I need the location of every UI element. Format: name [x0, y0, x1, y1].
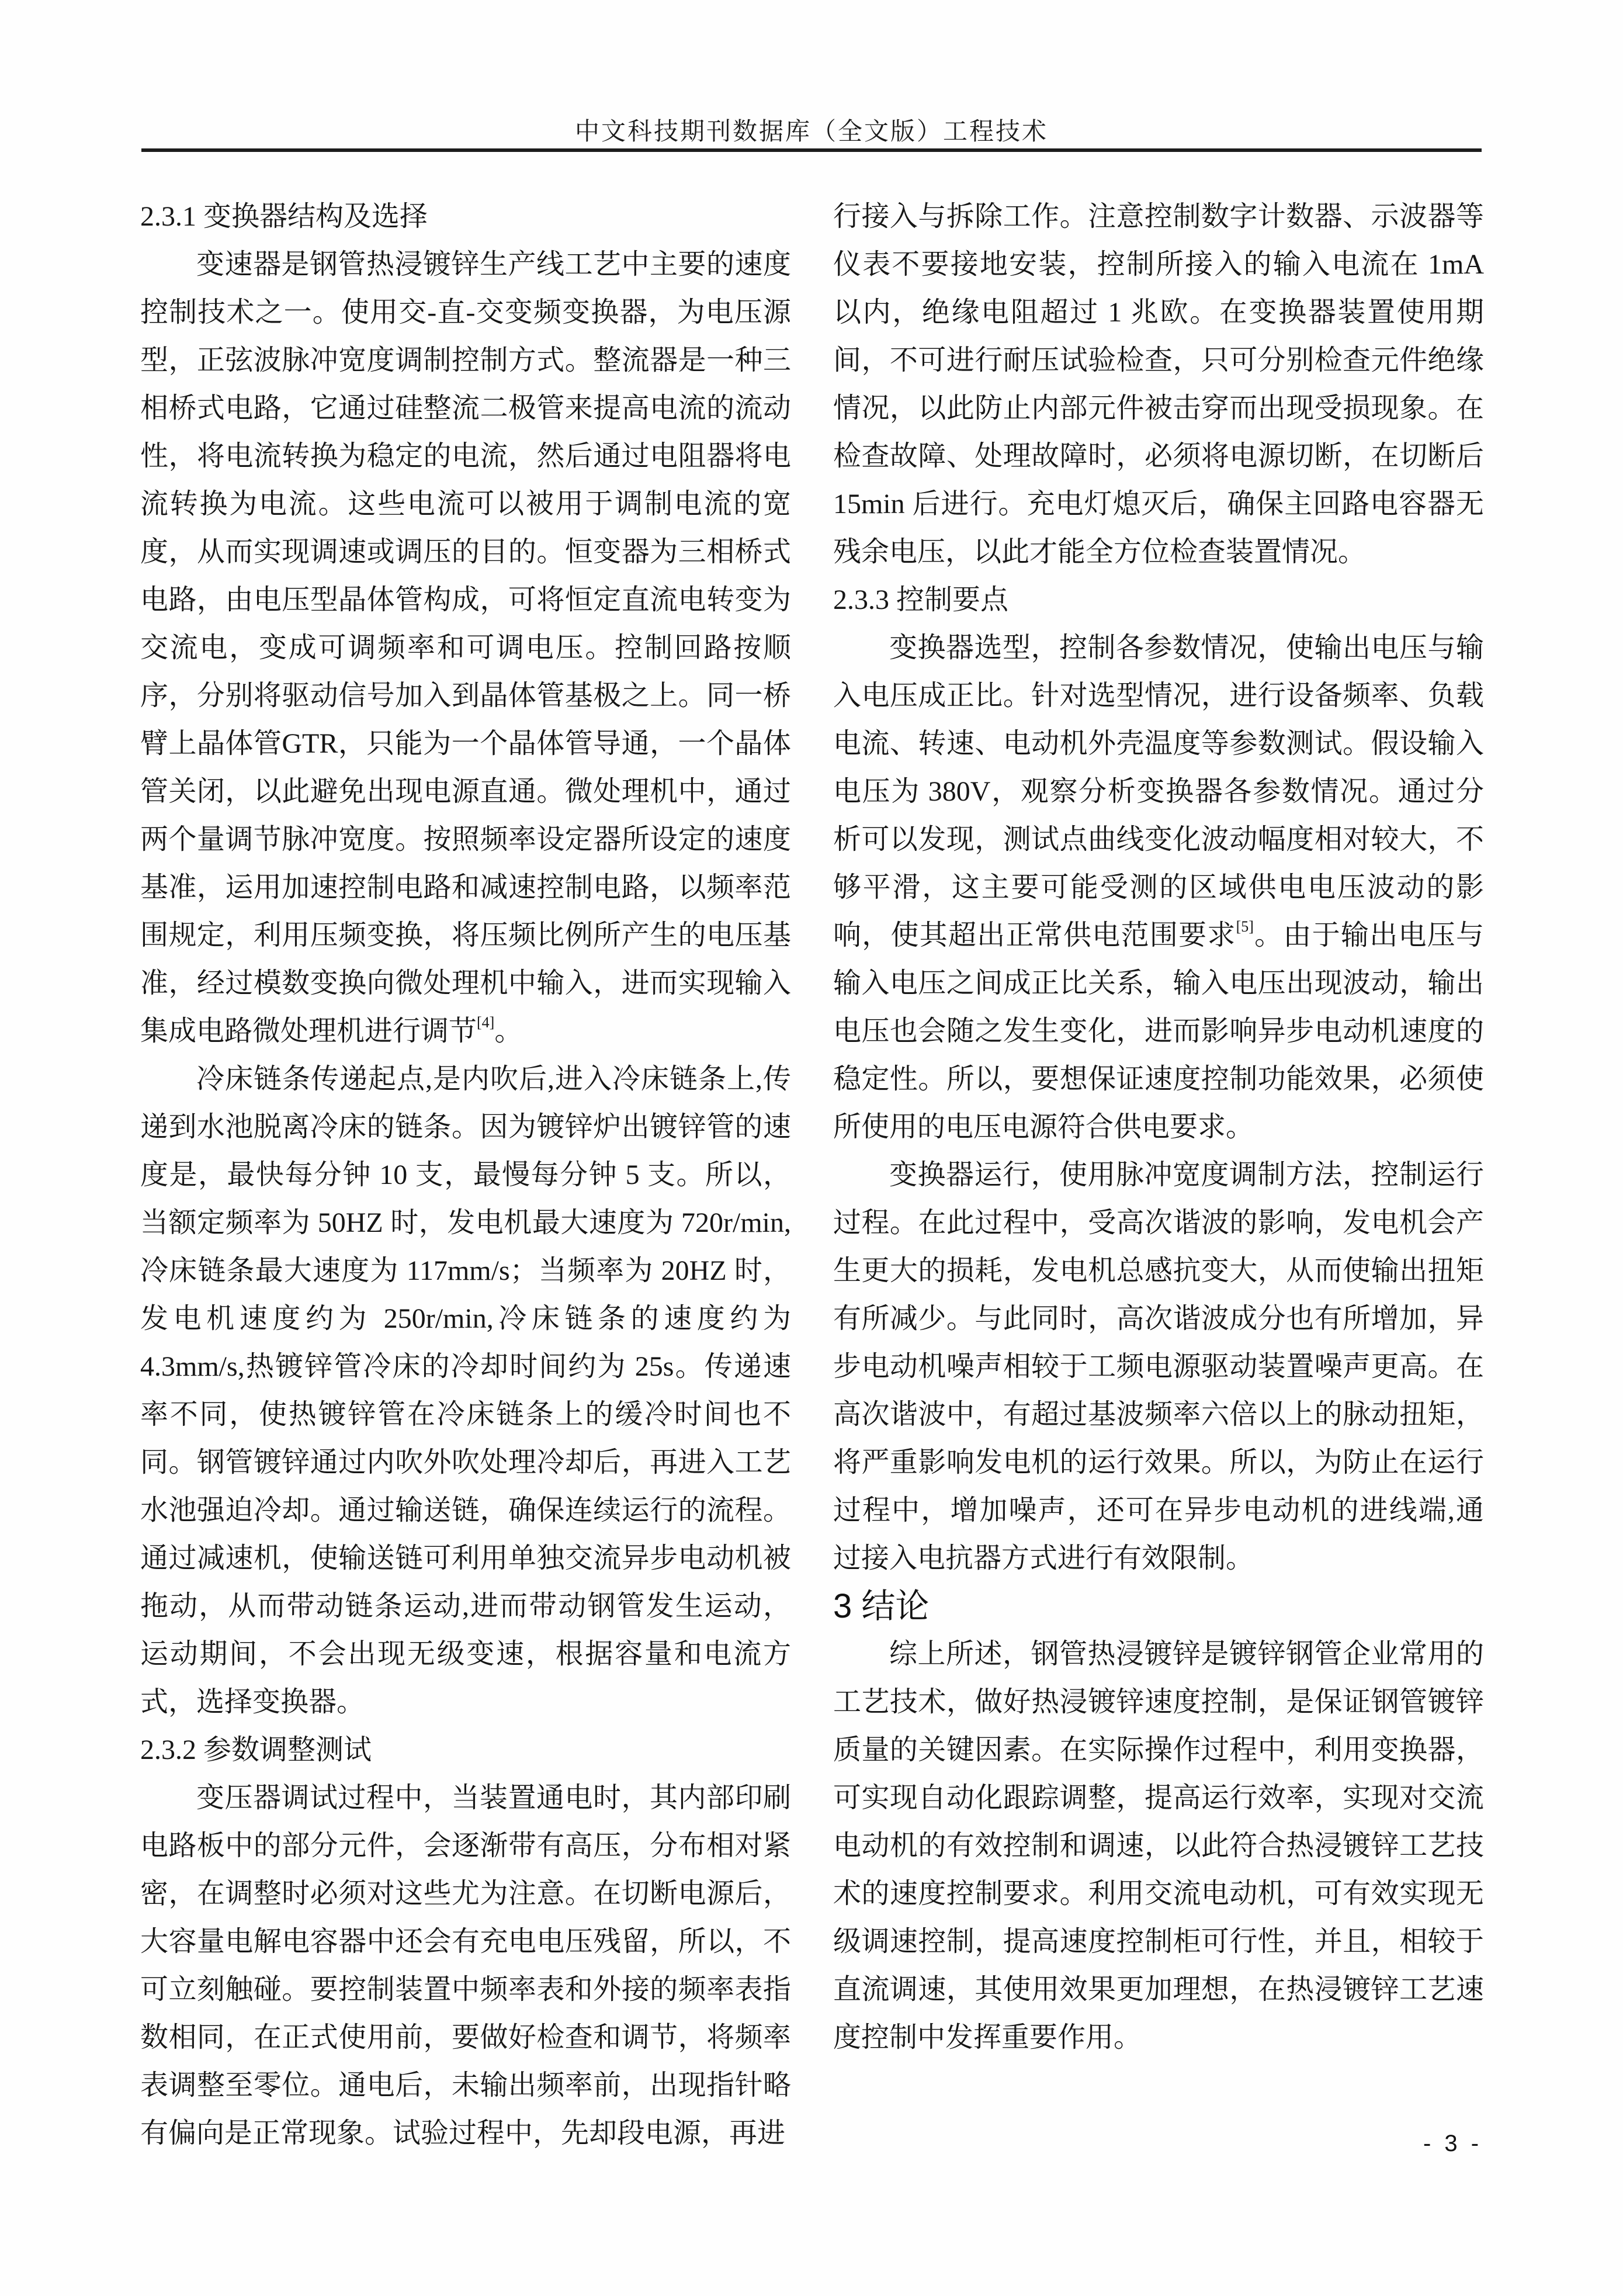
subsection-heading: 2.3.1 变换器结构及选择 [140, 201, 428, 232]
body-paragraph: 冷床链条传递起点,是内吹后,进入冷床链条上,传递到水池脱离冷床的链条。因为镀锌炉出镀锌管的速度是，最快每分钟 10 支，最慢每分钟 5 支。所以，当额定频率为 50HZ 时，发电机最大速度为 720r/min,冷床链条最大速度为 117mm/s；当频率为 20HZ 时，发电机速度约为 250r/min,冷床链条的速度约为 4.3mm/s,热镀锌管冷床的冷却时间约为 25s。传递速率不同，使热镀锌管在冷床链条上的缓冷时间也不同。钢管镀锌通过内吹外吹处理冷却后，再进入工艺水池强迫冷却。通过输送链，确保连续运行的流程。通过减速机，使输送链可利用单独交流异步电动机被拖动，从而带动链条运动,进而带动钢管发生运动，运动期间，不会出现无级变速，根据容量和电流方式，选择变换器。 [140, 1064, 791, 1717]
body-paragraph: 变速器是钢管热浸镀锌生产线工艺中主要的速度控制技术之一。使用交-直-交变频变换器，为电压源型，正弦波脉冲宽度调制控制方式。整流器是一种三相桥式电路，它通过硅整流二极管来提高电流的流动性，将电流转换为稳定的电流，然后通过电阻器将电流转换为电流。这些电流可以被用于调制电流的宽度，从而实现调速或调压的目的。恒变器为三相桥式电路，由电压型晶体管构成，可将恒定直流电转变为交流电，变成可调频率和可调电压。控制回路按顺序，分别将驱动信号加入到晶体管基极之上。同一桥臂上晶体管GTR，只能为一个晶体管导通，一个晶体管关闭，以此避免出现电源直通。微处理机中，通过两个量调节脉冲宽度。按照频率设定器所设定的速度基准，运用加速控制电路和减速控制电路，以频率范围规定，利用压频变换，将压频比例所产生的电压基准，经过模数变换向微处理机中输入，进而实现输入集成电路微处理机进行调节[4]。 [140, 249, 791, 1047]
citation-marker: [5] [1236, 918, 1254, 935]
body-paragraph: 变换器运行，使用脉冲宽度调制方法，控制运行过程。在此过程中，受高次谐波的影响，发电机会产生更大的损耗，发电机总感抗变大，从而使输出扭矩有所减少。与此同时，高次谐波成分也有所增加，异步电动机噪声相较于工频电源驱动装置噪声更高。在高次谐波中，有超过基波频率六倍以上的脉动扭矩，将严重影响发电机的运行效果。所以，为防止在运行过程中，增加噪声，还可在异步电动机的进线端,通过接入电抗器方式进行有效限制。 [833, 1159, 1484, 1574]
article-body [140, 193, 1484, 2158]
body-paragraph: 变压器调试过程中，当装置通电时，其内部印刷电路板中的部分元件，会逐渐带有高压，分布相对紧密，在调整时必须对这些尤为注意。在切断电源后，大容量电解电容器中还会有充电电压残留，所以，不可立刻触碰。要控制装置中频率表和外接的频率表指数相同，在正式使用前，要做好检查和调节，将频率表调整至零位。通电后，未输出频率前，出现指针略有偏向是正常现象。试验过程中，先却段电源，再进 [140, 1782, 791, 2149]
body-paragraph: 变换器选型，控制各参数情况，使输出电压与输入电压成正比。针对选型情况，进行设备频率、负载电流、转速、电动机外壳温度等参数测试。假设输入电压为 380V，观察分析变换器各参数情况。通过分析可以发现，测试点曲线变化波动幅度相对较大，不够平滑，这主要可能受测的区域供电电压波动的影响，使其超出正常供电范围要求[5]。由于输出电压与输入电压之间成正比关系，输入电压出现波动，输出电压也会随之发生变化，进而影响异步电动机速度的稳定性。所以，要想保证速度控制功能效果，必须使所使用的电压电源符合供电要求。 [833, 632, 1484, 1142]
subsection-heading: 2.3.2 参数调整测试 [140, 1734, 372, 1765]
journal-header-title: 中文科技期刊数据库（全文版）工程技术 [574, 119, 1048, 146]
section-heading: 3 结论 [833, 1587, 930, 1625]
body-paragraph: 综上所述，钢管热浸镀锌是镀锌钢管企业常用的工艺技术，做好热浸镀锌速度控制，是保证钢管镀锌质量的关键因素。在实际操作过程中，利用变换器，可实现自动化跟踪调整，提高运行效率，实现对交流电动机的有效控制和调速，以此符合热浸镀锌工艺技术的速度控制要求。利用交流电动机，可有效实现无级调速控制，提高速度控制柜可行性，并且，相较于直流调速，其使用效果更加理想，在热浸镀锌工艺速度控制中发挥重要作用。 [833, 1639, 1484, 2053]
page-number: - 3 - [1423, 2131, 1483, 2156]
right-column [833, 193, 1484, 2158]
subsection-heading: 2.3.3 控制要点 [833, 584, 1009, 615]
body-paragraph: 行接入与拆除工作。注意控制数字计数器、示波器等仪表不要接地安装，控制所接入的输入电流在 1mA 以内，绝缘电阻超过 1 兆欧。在变换器装置使用期间，不可进行耐压试验检查，只可分别检查元件绝缘情况，以此防止内部元件被击穿而出现受损现象。在检查故障、处理故障时，必须将电源切断，在切断后 15min 后进行。充电灯熄灭后，确保主回路电容器无残余电压，以此才能全方位检查装置情况。 [833, 201, 1484, 567]
left-column [140, 193, 791, 2158]
header-divider [141, 148, 1482, 152]
citation-marker: [4] [477, 1014, 495, 1031]
